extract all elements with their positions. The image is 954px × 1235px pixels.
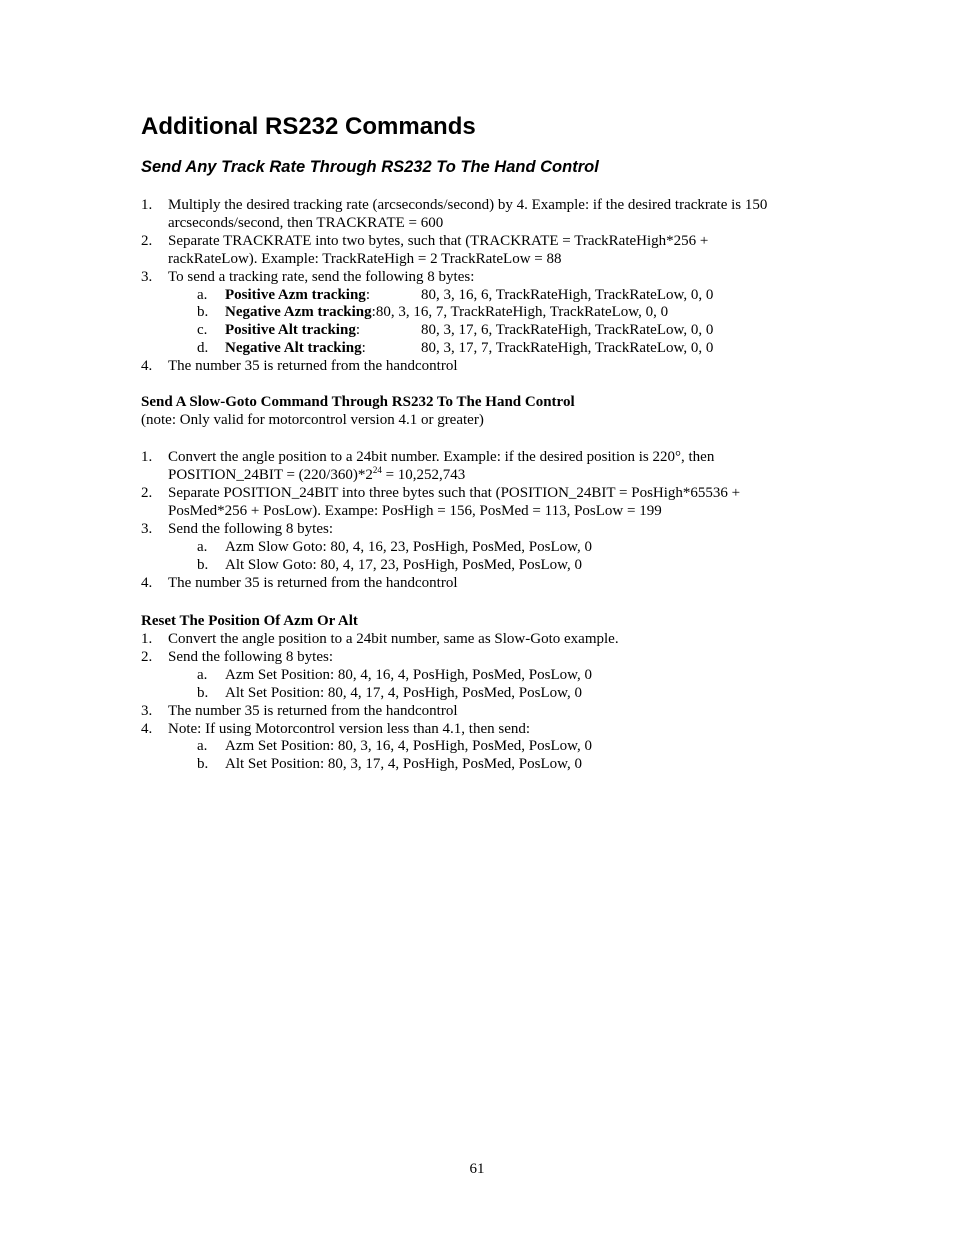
sublist-item-value: 80, 3, 16, 6, TrackRateHigh, TrackRateLow, 0, 0 — [421, 287, 714, 303]
list-number: 3. — [141, 269, 153, 285]
sublist-item-sep: : — [355, 322, 360, 338]
sublist-item-text: Azm Set Position: 80, 4, 16, 4, PosHigh, PosMed, PosLow, 0 — [225, 667, 592, 683]
page-number: 61 — [469, 1161, 485, 1177]
list-item-text: Multiply the desired tracking rate (arcseconds/second) by 4. Example: if the desired trackrate is 150 — [168, 197, 768, 213]
sublist-item-sep: : — [371, 304, 376, 320]
sublist-letter: b. — [197, 557, 209, 573]
section1-heading: Send Any Track Rate Through RS232 To The Hand Control — [141, 158, 599, 176]
sublist-item-value: 80, 3, 17, 7, TrackRateHigh, TrackRateLow, 0, 0 — [421, 340, 714, 356]
sublist-letter: a. — [197, 667, 208, 683]
sublist-item-text: Alt Set Position: 80, 4, 17, 4, PosHigh, PosMed, PosLow, 0 — [225, 685, 582, 701]
list-item-text: Send the following 8 bytes: — [168, 521, 333, 537]
list-number: 4. — [141, 358, 153, 374]
sublist-item-text — [225, 286, 370, 304]
sublist-item-text: Azm Set Position: 80, 3, 16, 4, PosHigh, PosMed, PosLow, 0 — [225, 738, 592, 754]
list-number: 2. — [141, 649, 153, 665]
formula-exponent: 24 — [372, 465, 382, 475]
formula-text: POSITION_24BIT = (220/360)*2 — [168, 467, 373, 483]
list-number: 4. — [141, 721, 153, 737]
sublist-item-text: Azm Slow Goto: 80, 4, 16, 23, PosHigh, PosMed, PosLow, 0 — [225, 539, 592, 555]
list-item-text: PosMed*256 + PosLow). Exampe: PosHigh = 156, PosMed = 113, PosLow = 199 — [168, 503, 662, 519]
list-item-text: To send a tracking rate, send the following 8 bytes: — [168, 269, 475, 285]
list-item-text: rackRateLow). Example: TrackRateHigh = 2 TrackRateLow = 88 — [168, 251, 562, 267]
list-item-text: Send the following 8 bytes: — [168, 649, 333, 665]
list-number: 1. — [141, 631, 153, 647]
sublist-item-label: Negative Azm tracking — [225, 304, 372, 320]
list-number: 3. — [141, 703, 153, 719]
sublist-letter: a. — [197, 738, 208, 754]
list-item-text — [168, 466, 465, 484]
list-number: 2. — [141, 233, 153, 249]
list-number: 2. — [141, 485, 153, 501]
list-number: 3. — [141, 521, 153, 537]
sublist-item-value: 80, 3, 16, 7, TrackRateHigh, TrackRateLow, 0, 0 — [375, 304, 669, 320]
sublist-item-sep: : — [361, 340, 366, 356]
sublist-item-text — [225, 303, 668, 321]
formula-result: = 10,252,743 — [381, 467, 466, 483]
list-item-text: arcseconds/second, then TRACKRATE = 600 — [168, 215, 444, 231]
sublist-item-value: 80, 3, 17, 6, TrackRateHigh, TrackRateLow, 0, 0 — [421, 322, 714, 338]
list-number: 1. — [141, 449, 153, 465]
sublist-item-label: Positive Alt tracking — [225, 322, 356, 338]
list-item-text: Convert the angle position to a 24bit number. Example: if the desired position is 220°, then — [168, 449, 715, 465]
sublist-item-text: Alt Set Position: 80, 3, 17, 4, PosHigh, PosMed, PosLow, 0 — [225, 756, 582, 772]
sublist-letter: c. — [197, 322, 208, 338]
sublist-letter: d. — [197, 340, 209, 356]
section3-heading: Reset The Position Of Azm Or Alt — [141, 613, 358, 629]
list-item-text: Convert the angle position to a 24bit number, same as Slow-Goto example. — [168, 631, 619, 647]
sublist-item-label: Positive Azm tracking — [225, 287, 366, 303]
sublist-letter: b. — [197, 685, 209, 701]
sublist-item-text — [225, 339, 366, 357]
sublist-letter: b. — [197, 304, 209, 320]
list-number: 4. — [141, 575, 153, 591]
sublist-letter: a. — [197, 287, 208, 303]
list-item-text: The number 35 is returned from the handcontrol — [168, 358, 458, 374]
sublist-item-text — [225, 321, 360, 339]
sublist-letter: a. — [197, 539, 208, 555]
sublist-item-sep: : — [365, 287, 370, 303]
list-item-text: The number 35 is returned from the handcontrol — [168, 575, 458, 591]
sublist-letter: b. — [197, 756, 209, 772]
section2-note: (note: Only valid for motorcontrol version 4.1 or greater) — [141, 412, 484, 428]
sublist-item-text: Alt Slow Goto: 80, 4, 17, 23, PosHigh, PosMed, PosLow, 0 — [225, 557, 582, 573]
list-item-text: Separate POSITION_24BIT into three bytes such that (POSITION_24BIT = PosHigh*65536 + — [168, 485, 741, 501]
list-item-text: The number 35 is returned from the handcontrol — [168, 703, 458, 719]
section2-heading: Send A Slow-Goto Command Through RS232 To The Hand Control — [141, 394, 575, 410]
sublist-item-label: Negative Alt tracking — [225, 340, 362, 356]
list-number: 1. — [141, 197, 153, 213]
list-item-text: Note: If using Motorcontrol version less than 4.1, then send: — [168, 721, 531, 737]
list-item-text: Separate TRACKRATE into two bytes, such that (TRACKRATE = TrackRateHigh*256 + — [168, 233, 709, 249]
page-title: Additional RS232 Commands — [141, 113, 476, 140]
